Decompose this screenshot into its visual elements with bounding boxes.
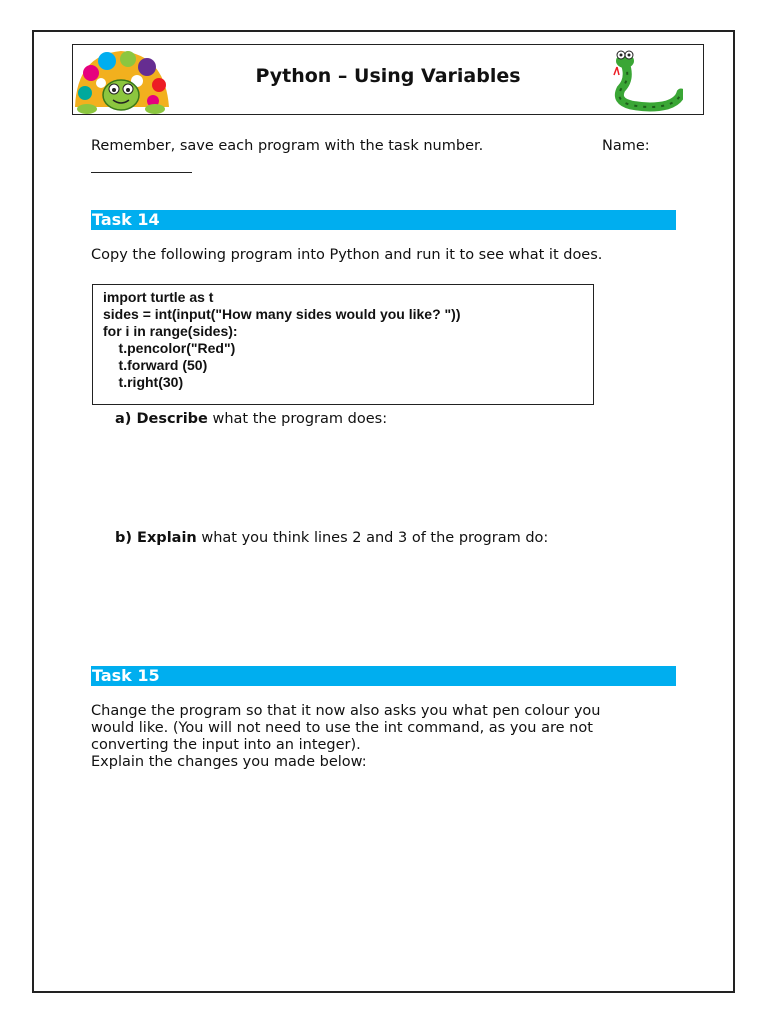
page-border [32, 30, 735, 993]
task-14-bar [91, 210, 676, 230]
task-14-heading: Task 14 [92, 210, 160, 229]
task-15-bar [91, 666, 676, 686]
task-15-line: converting the input into an integer). [91, 737, 361, 753]
code-line: for i in range(sides): [103, 323, 238, 339]
question-a-text: what the program does: [207, 411, 388, 427]
task-15-line: Change the program so that it now also asks you what pen colour you [91, 703, 601, 719]
worksheet-header [72, 44, 704, 115]
name-write-line [91, 172, 192, 173]
task-15-instructions [91, 703, 651, 771]
task-15-heading: Task 15 [92, 666, 160, 685]
question-a-label: a) Describe [115, 411, 208, 427]
code-line: import turtle as t [103, 289, 214, 305]
code-line: t.pencolor("Red") [103, 340, 236, 356]
save-reminder: Remember, save each program with the task number. [91, 138, 484, 154]
code-line: t.forward (50) [103, 357, 208, 373]
name-label: Name: [602, 138, 650, 154]
question-a [115, 411, 387, 427]
task-14-instruction: Copy the following program into Python and run it to see what it does. [91, 247, 603, 263]
question-b-label: b) Explain [115, 530, 197, 546]
code-box [92, 284, 594, 405]
task-15-line: would like. (You will not need to use the int command, as you are not [91, 720, 593, 736]
task-15-line: Explain the changes you made below: [91, 754, 367, 770]
page-title: Python – Using Variables [255, 65, 521, 87]
snake-icon [611, 49, 683, 113]
question-b-text: what you think lines 2 and 3 of the program do: [196, 530, 549, 546]
question-b [115, 530, 548, 546]
code-line: t.right(30) [103, 374, 184, 390]
code-line: sides = int(input("How many sides would you like? ")) [103, 306, 461, 322]
